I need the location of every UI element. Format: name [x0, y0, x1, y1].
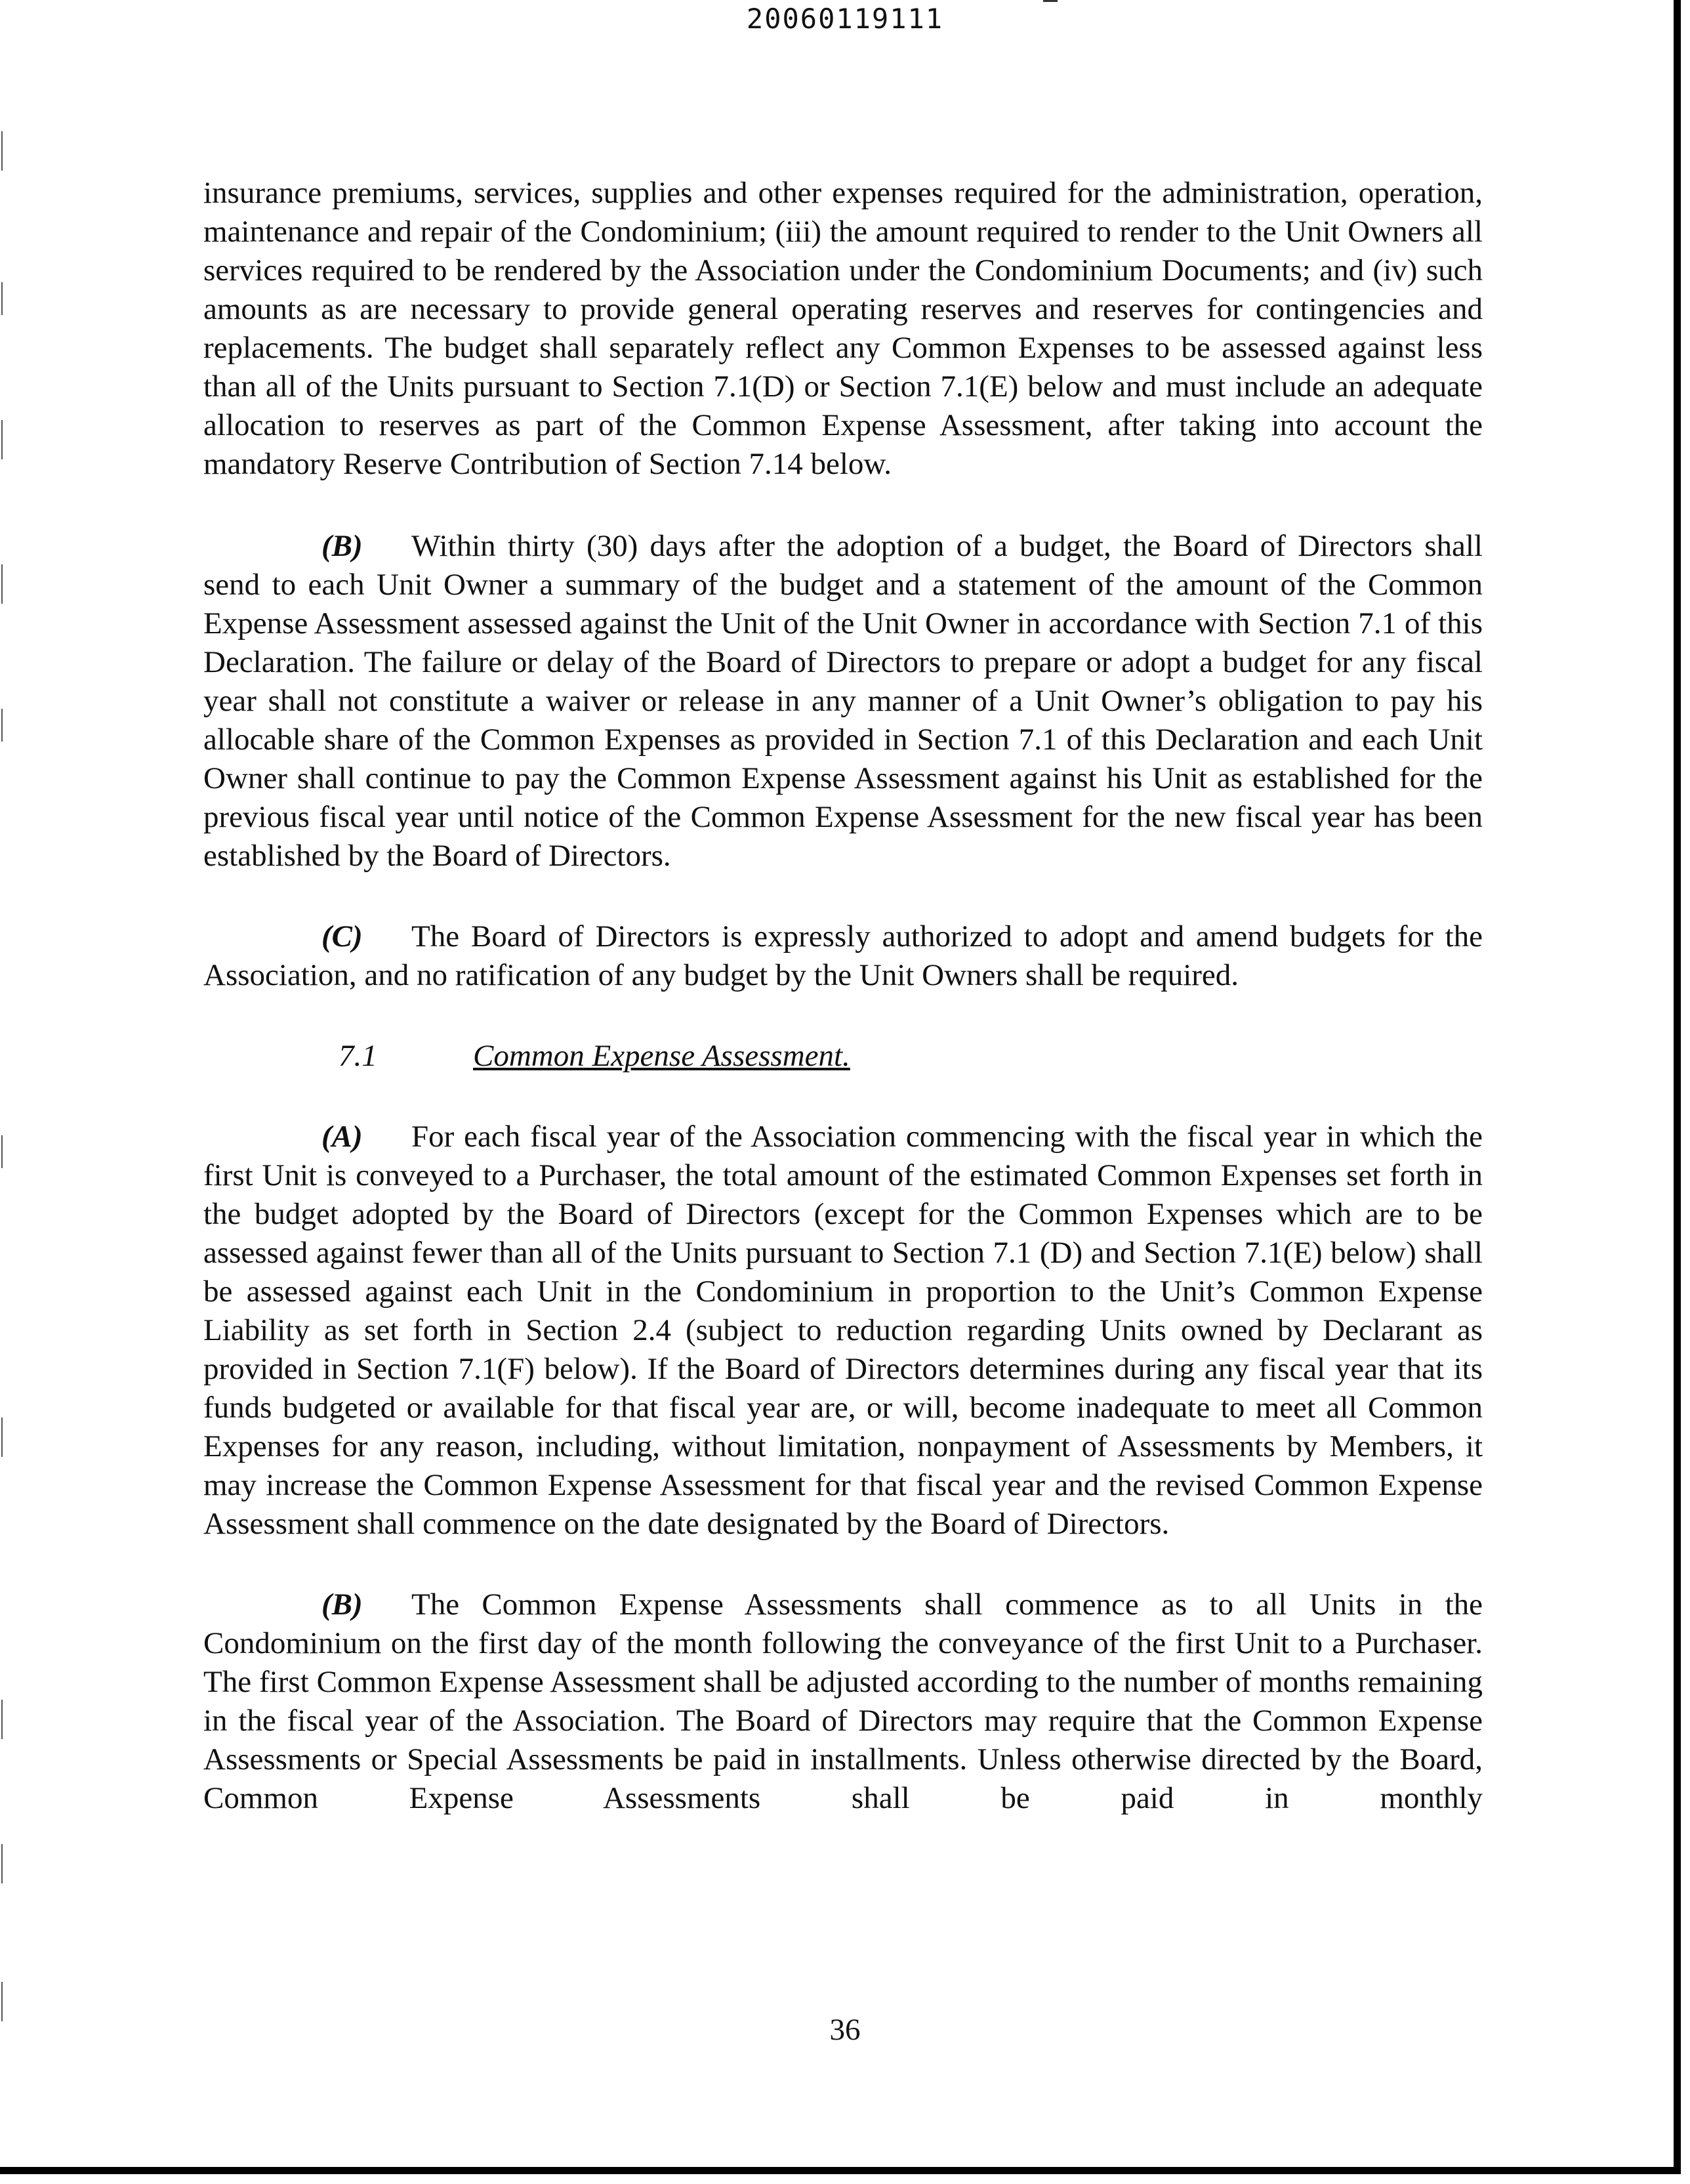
assessment-paragraph-b-text: The Common Expense Assessments shall commence as to all Units in the Condominium on the first day of the month following the conveyance of the first Unit to a Purchaser. The first Common Expense Assessment shall be adjusted according to the number of months remaining in the fiscal year of the Association. The Board of Directors may require that the Common Expense Assessments or Special Assessments be paid in installments. Unless otherwise directed by the Board, Common Expense Assessments shall be paid in monthly: [203, 1587, 1483, 1815]
scan-tick: [1, 564, 3, 604]
assessment-paragraph-a-text: For each fiscal year of the Association commencing with the fiscal year in which the first Unit is conveyed to a Purchaser, the total amount of the estimated Common Expenses set forth in the budget adopted by the Board of Directors (except for the Common Expenses which are to be assessed against fewer than all of the Units pursuant to Section 7.1 (D) and Section 7.1(E) below) shall be assessed against each Unit in the Condominium in proportion to the Unit’s Common Expense Liability as set forth in Section 2.4 (subject to reduction regarding Units owned by Declarant as provided in Section 7.1(F) below). If the Board of Directors determines during any fiscal year that its funds budgeted or available for that fiscal year are, or will, become inadequate to meet all Common Expenses for any reason, including, without limitation, nonpayment of Assessments by Members, it may increase the Common Expense Assessment for that fiscal year and the revised Common Expense Assessment shall commence on the date designated by the Board of Directors.: [203, 1120, 1483, 1541]
section-title: Common Expense Assessment.: [473, 1039, 850, 1073]
intro-paragraph: insurance premiums, services, supplies and other expenses required for the administration, operation, maintenance and repair of the Condominium; (iii) the amount required to render to the Unit Owners all services required to be rendered by the Association under the Condominium Documents; and (iv) such amounts as are necessary to provide general operating reserves and reserves for contingencies and replacements. The budget shall separately reflect any Common Expenses to be assessed against less than all of the Units pursuant to Section 7.1(D) or Section 7.1(E) below and must include an adequate allocation to reserves as part of the Common Expense Assessment, after taking into account the mandatory Reserve Contribution of Section 7.14 below.: [203, 176, 1483, 481]
page-number: 36: [829, 2013, 861, 2047]
assessment-paragraph-b: [203, 1586, 1483, 1818]
page-border-bottom: [0, 2167, 1681, 2174]
subsection-label-c: (C): [321, 919, 363, 954]
scan-tick: [1, 709, 3, 742]
budget-paragraph-b-text: Within thirty (30) days after the adoption of a budget, the Board of Directors shall send to each Unit Owner a summary of the budget and a statement of the amount of the Common Expense Assessment assessed against the Unit of the Unit Owner in accordance with Section 7.1 of this Declaration. The failure or delay of the Board of Directors to prepare or adopt a budget for any fiscal year shall not constitute a waiver or release in any manner of a Unit Owner’s obligation to pay his allocable share of the Common Expenses as provided in Section 7.1 of this Declaration and each Unit Owner shall continue to pay the Common Expense Assessment against his Unit as established for the previous fiscal year until notice of the Common Expense Assessment for the new fiscal year has been established by the Board of Directors.: [203, 529, 1483, 873]
scan-tick: [1, 1135, 3, 1168]
scan-tick: [1, 282, 3, 315]
page-border-right: [1674, 0, 1681, 2174]
scan-tick: [1, 1418, 3, 1457]
page-body: [203, 174, 1483, 1860]
subsection-label-b: (B): [321, 529, 363, 563]
budget-paragraph-c: [203, 917, 1483, 995]
subsection-label-b: (B): [321, 1587, 363, 1622]
scan-tick: [1, 131, 3, 171]
budget-paragraph-c-text: The Board of Directors is expressly authorized to adopt and amend budgets for the Association, and no ratification of any budget by the Unit Owners shall be required.: [203, 919, 1483, 992]
scan-tick: [1, 1844, 3, 1883]
assessment-paragraph-a: [203, 1118, 1483, 1544]
scan-tick: [1, 420, 3, 459]
section-number: 7.1: [339, 1039, 377, 1073]
subsection-label-a: (A): [321, 1120, 363, 1154]
budget-paragraph-b: [203, 527, 1483, 875]
document-number: 20060119111: [746, 3, 944, 35]
scan-tick: [1, 1700, 3, 1739]
section-heading: [203, 1037, 1483, 1076]
scan-mark: [1043, 0, 1058, 2]
